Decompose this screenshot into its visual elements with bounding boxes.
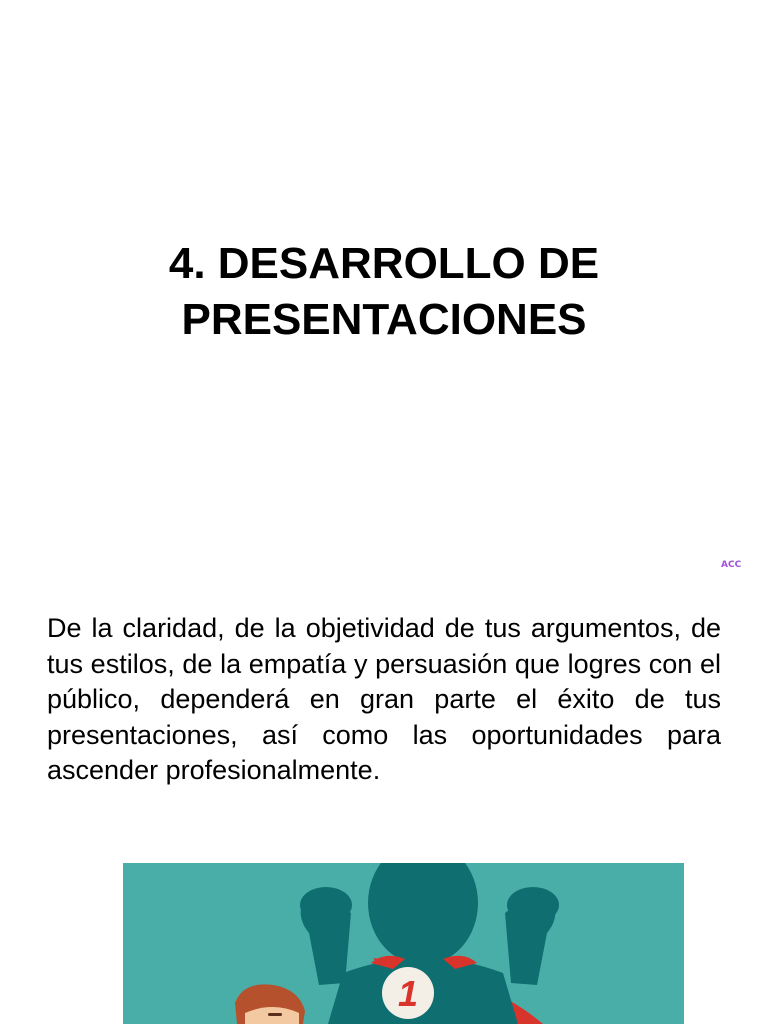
silhouette-right-fist bbox=[507, 887, 559, 923]
slide-title bbox=[0, 236, 768, 348]
slide-title-line-1: 4. DESARROLLO DE bbox=[168, 239, 600, 288]
slide-body-text: De la claridad, de la objetividad de tus argumentos, de tus estilos, de la empatía y persuasión que logres con el público, dependerá en gran parte el éxito de tus presentaciones, así como las oportunidades para ascender profesionalmente. bbox=[47, 613, 721, 785]
silhouette-head bbox=[368, 863, 478, 965]
acc-tag: ACC bbox=[721, 560, 742, 570]
badge-number: 1 bbox=[397, 973, 419, 1014]
superhero-illustration bbox=[123, 863, 684, 1024]
small-person-eyebrow bbox=[268, 1013, 282, 1016]
superhero-silhouette-graphic bbox=[123, 863, 684, 1024]
silhouette-left-fist bbox=[300, 887, 352, 923]
slide-title-line-2: PRESENTACIONES bbox=[181, 295, 587, 344]
